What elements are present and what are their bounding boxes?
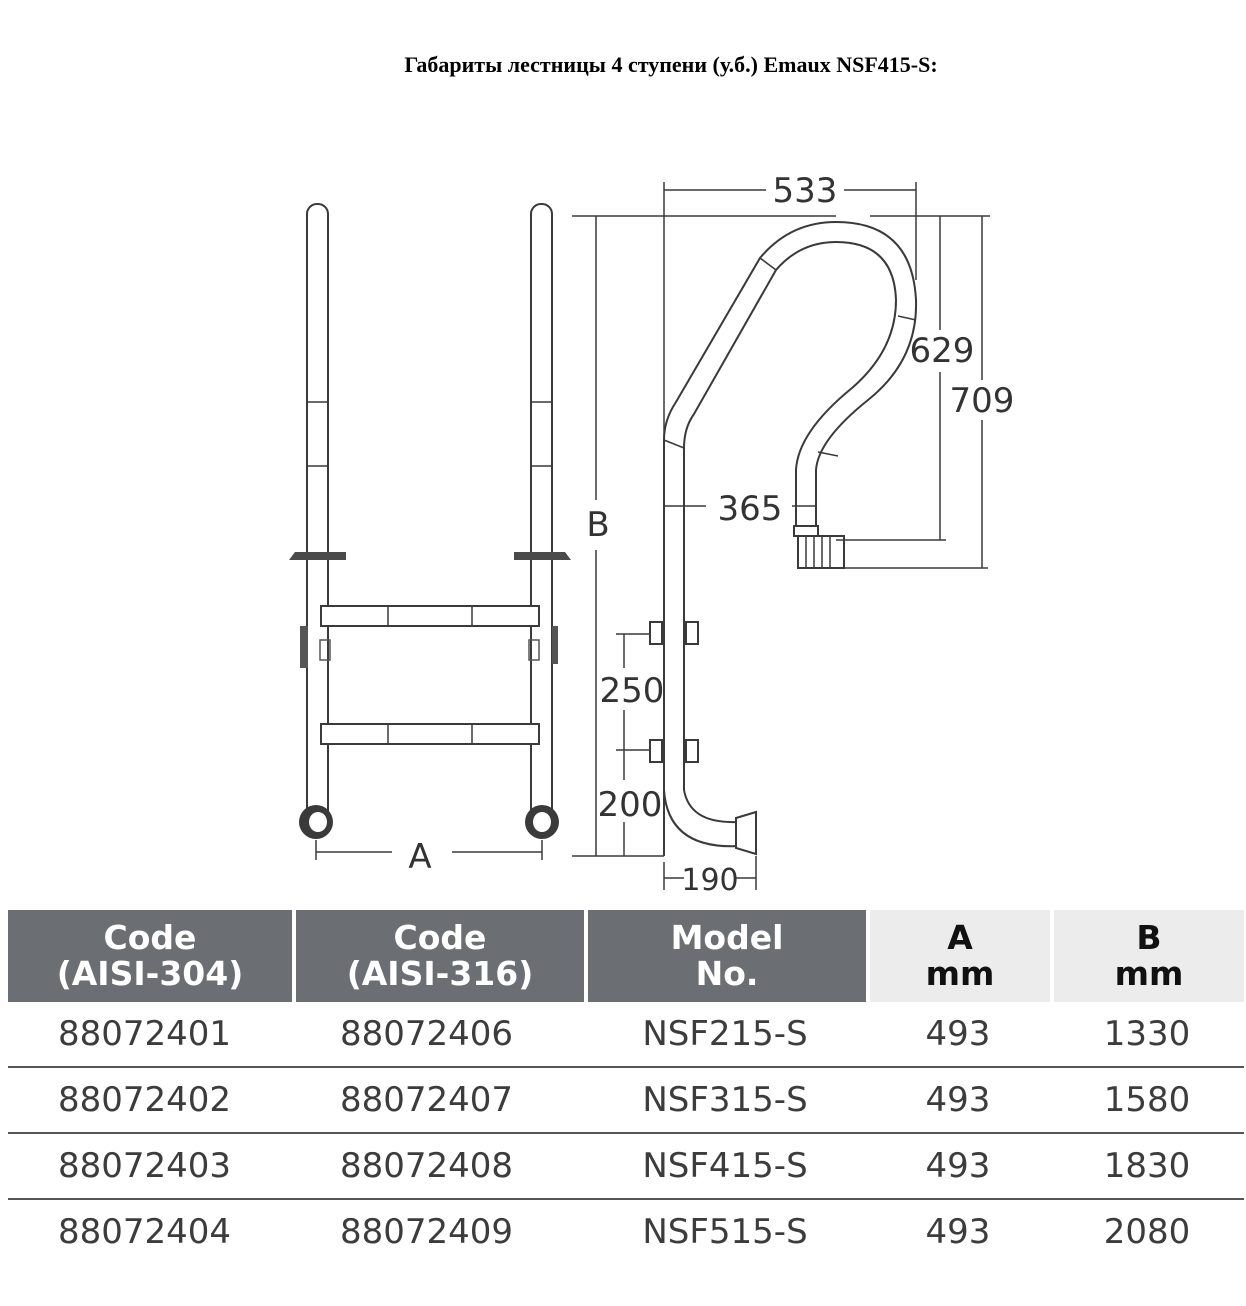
cell-code-304: 88072401 <box>8 1002 292 1068</box>
cell-b: 1330 <box>1050 1002 1244 1068</box>
dimension-a-label: A <box>408 837 432 877</box>
cell-code-316: 88072409 <box>340 1212 514 1252</box>
dimension-250-label: 250 <box>599 671 665 711</box>
cell-a: 493 <box>866 1002 1050 1068</box>
cell-model: NSF315-S <box>584 1068 866 1134</box>
cell-a: 493 <box>866 1068 1050 1134</box>
table-row <box>8 1134 1244 1200</box>
specification-table <box>8 910 1244 1264</box>
dimension-533-label: 533 <box>772 171 838 211</box>
page-title: Габариты лестницы 4 ступени (у.б.) Emaux NSF415-S: <box>404 52 938 77</box>
dimension-190-label: 190 <box>681 863 739 898</box>
header-code-aisi-304: Code (AISI-304) <box>8 910 292 1002</box>
table-row <box>8 1068 1244 1134</box>
table-header-row <box>8 910 1244 1002</box>
header-a-mm: A mm <box>866 910 1050 1002</box>
dimension-629-label: 629 <box>909 331 975 371</box>
dimension-200-label: 200 <box>597 785 663 825</box>
cell-code-304: 88072402 <box>8 1068 292 1134</box>
cell-code-304: 88072404 <box>58 1212 232 1252</box>
ladder-front-view <box>289 204 571 877</box>
dimension-b-label: B <box>586 505 610 545</box>
cell-b: 1830 <box>1050 1134 1244 1200</box>
cell-code-316: 88072408 <box>292 1134 584 1200</box>
table-row <box>8 1002 1244 1068</box>
dimension-709-label: 709 <box>949 381 1015 421</box>
ladder-side-view <box>572 171 1014 898</box>
cell-b: 2080 <box>1103 1212 1191 1252</box>
cell-model: NSF515-S <box>642 1212 808 1252</box>
cell-code-316: 88072407 <box>292 1068 584 1134</box>
cell-model: NSF415-S <box>584 1134 866 1200</box>
header-b-mm: B mm <box>1050 910 1244 1002</box>
table-row <box>8 1200 1244 1264</box>
cell-a: 493 <box>866 1134 1050 1200</box>
cell-a: 493 <box>925 1212 991 1252</box>
header-code-aisi-316: Code (AISI-316) <box>292 910 584 1002</box>
cell-model: NSF215-S <box>584 1002 866 1068</box>
cell-code-304: 88072403 <box>8 1134 292 1200</box>
cell-b: 1580 <box>1050 1068 1244 1134</box>
dimension-365-label: 365 <box>717 489 783 529</box>
header-model-no: Model No. <box>584 910 866 1002</box>
cell-code-316: 88072406 <box>292 1002 584 1068</box>
